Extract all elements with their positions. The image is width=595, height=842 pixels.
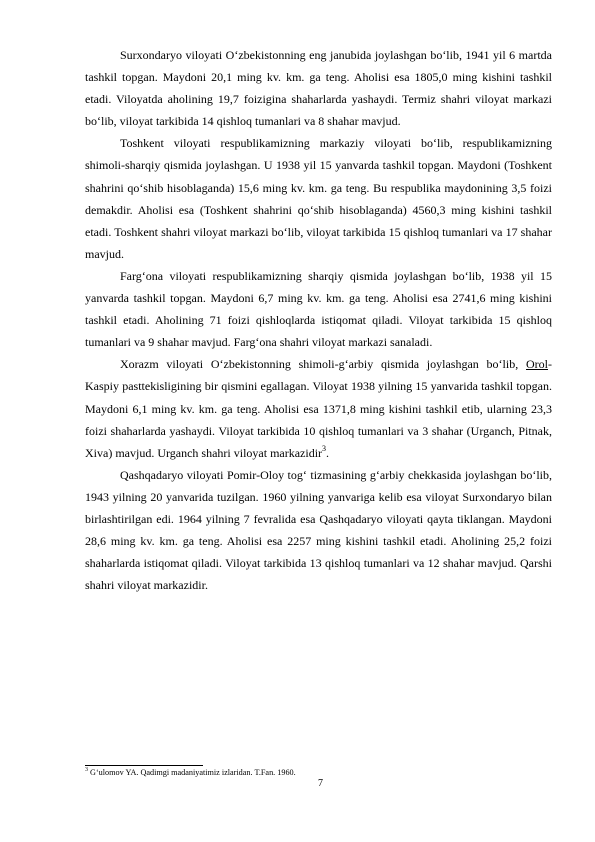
footnote-divider — [85, 765, 203, 766]
paragraph-surxondaryo: Surxondaryo viloyati O‘zbekistonning eng janubida joylashgan bo‘lib, 1941 yil 6 martda tashkil topgan. Maydoni 20,1 ming kv. km. ga teng. Aholisi esa 1805,0 ming kishini tashkil etadi. Viloyatda aholining 19,7 foizigina shaharlarda yashaydi. Termiz shahri viloyat markazi bo‘lib, viloyat tarkibida 14 qishloq tumanlari va 8 shahar mavjud. — [85, 48, 552, 129]
xorazm-text-end: . — [326, 445, 330, 460]
footnote-text: G‘ulomov YA. Qadimgi madaniyatimiz izlaridan. T.Fan. 1960. — [88, 768, 296, 777]
body-text — [85, 44, 552, 596]
footnote-reference[interactable]: 3 — [322, 443, 327, 453]
footnote-mark: 3 — [85, 767, 88, 774]
paragraph-xorazm — [85, 353, 552, 463]
orol-underlined: Orol — [526, 357, 548, 372]
page-number: 7 — [318, 778, 323, 789]
footnote — [85, 768, 552, 778]
paragraph-qashqadaryo: Qashqadaryo viloyati Pomir-Oloy tog‘ tizmasining g‘arbiy chekkasida joylashgan bo‘lib, 1943 yilning 20 yanvarida tuzilgan. 1960 yilning yanvariga kelib esa viloyat Surxondaryo bilan birlashtirilgan edi. 1964 yilning 7 fevralida esa Qashqadaryo viloyati qayta tiklangan. Maydoni 28,6 ming kv. km. ga teng. Aholisi esa 2257 ming kishini tashkil etadi. Aholining 25,2 foizi shaharlarda istiqomat qiladi. Viloyat tarkibida 13 qishloq tumanlari va 12 shahar mavjud. Qarshi shahri viloyat markazidir. — [85, 467, 552, 593]
paragraph-fargona: Farg‘ona viloyati respublikamizning sharqiy qismida joylashgan bo‘lib, 1938 yil 15 yanvarda tashkil topgan. Maydoni 6,7 ming kv. km. ga teng. Aholisi esa 2741,6 ming kishini tashkil etadi. Aholining 71 foizi qishloqlarda istiqomat qiladi. Viloyat tarkibida 15 qishloq tumanlari va 9 shahar mavjud. Farg‘ona shahri viloyat markazi sanaladi. — [85, 268, 552, 350]
paragraph-toshkent: Toshkent viloyati respublikamizning markaziy viloyati bo‘lib, respublikamizning shimoli-sharqiy qismida joylashgan. U 1938 yil 15 yanvarda tashkil topgan. Maydoni (Toshkent shahrini qo‘shib hisoblaganda) 15,6 ming kv. km. ga teng. Bu respublika maydonining 3,5 foizi demakdir. Aholisi esa (Toshkent shahrini qo‘shib hisoblaganda) 4560,3 ming kishini tashkil etadi. Toshkent shahri viloyat markazi bo‘lib, viloyat tarkibida 15 qishloq tumanlari va 17 shahar mavjud. — [85, 136, 552, 261]
xorazm-text-middle: -Kaspiy pasttekisligining bir qismini egallagan. Viloyat 1938 yilning 15 yanvarida tashkil topgan. Maydoni 6,1 ming kv. km. ga teng. Aholisi esa 1371,8 ming kishini tashkil etib, ularning 23,3 foizi shaharlarda yashaydi. Viloyat tarkibida 10 qishloq tumanlari va 3 shahar (Urganch, Pitnak, Xiva) mavjud. Urganch shahri viloyat markazidir — [85, 357, 552, 460]
xorazm-text-start: Xorazm viloyati O‘zbekistonning shimoli-g‘arbiy qismida joylashgan bo‘lib, — [120, 357, 526, 372]
